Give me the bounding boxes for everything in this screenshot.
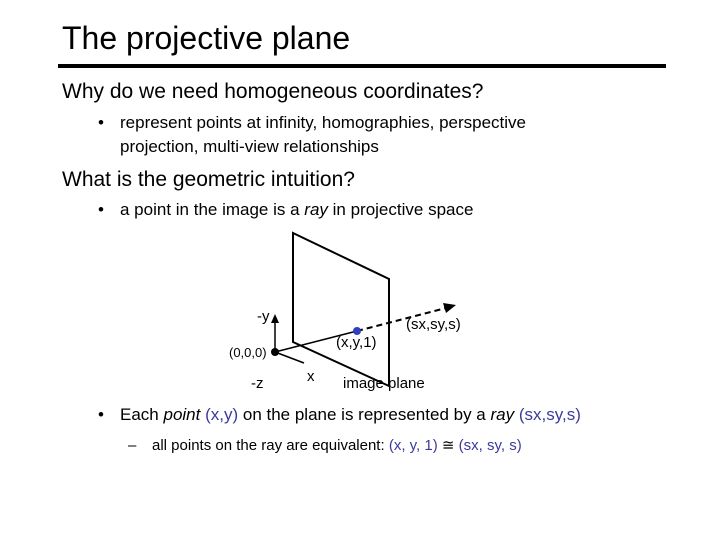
question-homogeneous: Why do we need homogeneous coordinates? bbox=[62, 80, 484, 103]
label-image-plane: image plane bbox=[343, 375, 425, 392]
bullet-rep-sxsys: (sx,sy,s) bbox=[518, 405, 581, 424]
bullet-rep-a: Each bbox=[120, 405, 164, 424]
ray-arrowhead bbox=[443, 303, 456, 313]
bullet-icon: • bbox=[98, 200, 104, 219]
bullet-ray-pre: a point in the image is a bbox=[120, 200, 305, 219]
label-neg-y: -y bbox=[257, 308, 270, 325]
sub-text: all points on the ray are equivalent: bbox=[152, 437, 389, 454]
bullet-rep-xy: (x,y) bbox=[205, 405, 239, 424]
label-neg-z: -z bbox=[251, 375, 264, 392]
bullet-rep-mid: on the plane is represented by a bbox=[238, 405, 491, 424]
bullet-icon: • bbox=[98, 113, 104, 132]
bullet-uses-line2: projection, multi-view relationships bbox=[120, 137, 379, 156]
page-title: The projective plane bbox=[62, 20, 351, 56]
bullet-rep-point: point bbox=[163, 405, 201, 424]
bullet-representation bbox=[98, 405, 581, 425]
image-plane bbox=[293, 233, 389, 386]
sub-bullet-equivalence bbox=[128, 436, 522, 454]
question-intuition: What is the geometric intuition? bbox=[62, 168, 355, 191]
bullet-ray-post: in projective space bbox=[327, 200, 474, 219]
bullet-rep-ray: ray bbox=[490, 405, 515, 424]
neg-y-arrowhead bbox=[271, 314, 279, 323]
label-ray-point: (sx,sy,s) bbox=[406, 316, 461, 333]
label-x: x bbox=[307, 368, 315, 385]
sub-rhs: (sx, sy, s) bbox=[458, 437, 522, 454]
bullet-icon: • bbox=[98, 405, 104, 424]
label-point: (x,y,1) bbox=[336, 334, 377, 351]
dash-icon: – bbox=[128, 437, 137, 454]
congruent-symbol: ≅ bbox=[441, 437, 455, 454]
sub-lhs: (x, y, 1) bbox=[388, 437, 438, 454]
bullet-uses-line1: represent points at infinity, homographies, perspective bbox=[120, 113, 527, 132]
x-axis bbox=[275, 352, 304, 363]
bullet-ray-em: ray bbox=[304, 200, 328, 219]
label-origin: (0,0,0) bbox=[229, 345, 267, 360]
origin-point bbox=[271, 348, 279, 356]
